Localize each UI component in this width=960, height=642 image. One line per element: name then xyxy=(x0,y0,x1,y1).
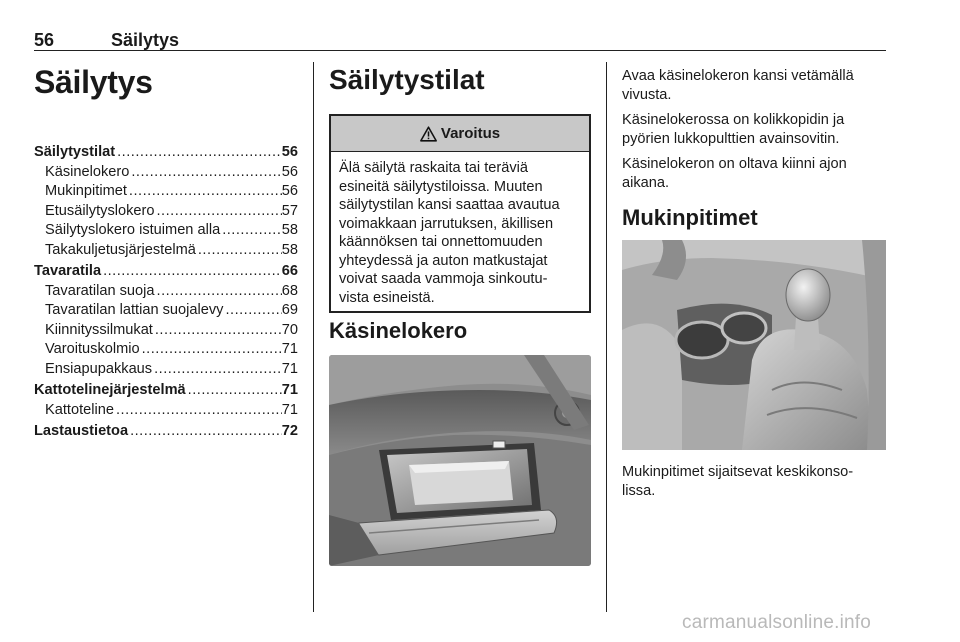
toc-entry[interactable]: Säilytystilat ..... 56 xyxy=(34,143,298,163)
toc-entry[interactable]: Kattoteline ..... 71 xyxy=(34,401,298,421)
subsection-title-glovebox: Käsinelokero xyxy=(329,318,468,343)
toc-entry[interactable]: Tavaratila ..... 66 xyxy=(34,262,298,282)
toc-entry[interactable]: Takakuljetusjärjestelmä ..... 58 xyxy=(34,241,298,261)
header-title: Säilytys xyxy=(111,30,180,50)
toc-entry[interactable]: Tavaratilan suoja ..... 68 xyxy=(34,282,298,302)
warning-heading: Varoitus xyxy=(440,125,501,142)
glovebox-instructions xyxy=(622,67,886,199)
toc-entry[interactable]: Etusäilytyslokero ..... 57 xyxy=(34,202,298,222)
column-divider-1 xyxy=(313,62,314,612)
paragraph: Käsinelokeron on oltava kiinni ajon aikana. xyxy=(622,156,847,191)
glovebox-illustration xyxy=(329,355,591,566)
section-title: Säilytystilat xyxy=(329,64,485,95)
header-rule xyxy=(34,50,886,51)
warning-box xyxy=(329,114,591,313)
paragraph: Käsinelokerossa on kolikkopidin ja pyörien lukkopulttien avainsovitin. xyxy=(622,112,845,147)
toc-entry[interactable]: Ensiapupakkaus ..... 71 xyxy=(34,360,298,380)
toc-entry[interactable]: Käsinelokero ..... 56 xyxy=(34,163,298,183)
table-of-contents xyxy=(34,143,298,442)
page-number: 56 xyxy=(34,30,55,50)
watermark: carmanualsonline.info xyxy=(682,612,872,633)
toc-entry[interactable]: Kattotelinejärjestelmä ..... 71 xyxy=(34,381,298,401)
subsection-title-cupholders: Mukinpitimet xyxy=(622,205,758,230)
cupholder-illustration xyxy=(622,240,886,450)
toc-entry[interactable]: Kiinnityssilmukat ..... 70 xyxy=(34,321,298,341)
toc-entry[interactable]: Säilytyslokero istuimen alla ..... 58 xyxy=(34,221,298,241)
toc-entry[interactable]: Lastaustietoa ..... 72 xyxy=(34,422,298,442)
warning-text: Älä säilytä raskaita tai teräviä esineitä säilytystiloissa. Muuten säilytystilan kansi saattaa avautua voimakkaan jarrutuksen, äkillisen käännöksen tai onnettomuuden yhteydessä ja auton matkustajat voivat saada vammoja sinkoutu- vista esineistä. xyxy=(339,160,560,306)
cupholder-caption: Mukinpitimet sijaitsevat keskikonso- lissa. xyxy=(622,464,854,499)
warning-triangle-icon xyxy=(420,126,437,142)
warning-header xyxy=(331,116,589,152)
toc-entry[interactable]: Varoituskolmio ..... 71 xyxy=(34,340,298,360)
toc-entry[interactable]: Tavaratilan lattian suojalevy ..... 69 xyxy=(34,301,298,321)
chapter-title: Säilytys xyxy=(34,64,153,100)
paragraph: Avaa käsinelokeron kansi vetämällä vivusta. xyxy=(622,68,854,103)
column-divider-2 xyxy=(606,62,607,612)
toc-entry[interactable]: Mukinpitimet ..... 56 xyxy=(34,182,298,202)
